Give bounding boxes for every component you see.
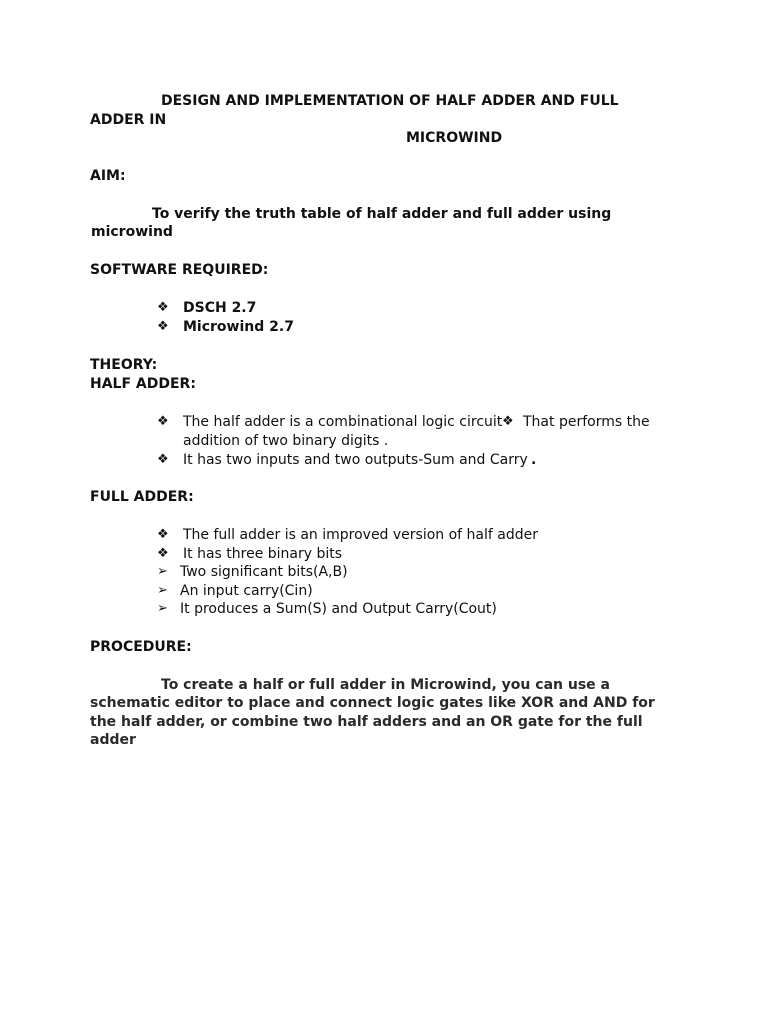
diamond-bullet-icon: ❖ [157,319,169,334]
title-line-1: DESIGN AND IMPLEMENTATION OF HALF ADDER AND FULL [161,93,619,109]
aim-heading: AIM: [90,168,126,184]
procedure-line-2: schematic editor to place and connect logic gates like XOR and AND for [90,695,655,711]
software-item-microwind: Microwind 2.7 [183,319,294,335]
arrow-bullet-icon: ➢ [157,583,168,598]
procedure-line-1: To create a half or full adder in Microwind, you can use a [161,677,610,693]
procedure-line-3: the half adder, or combine two half adders and an OR gate for the full [90,714,643,730]
half-adder-heading: HALF ADDER: [90,376,196,392]
arrow-bullet-icon: ➢ [157,564,168,579]
diamond-bullet-icon: ❖ [157,452,169,467]
full-adder-item-improved: The full adder is an improved version of half adder [183,527,539,543]
arrow-bullet-icon: ➢ [157,601,168,616]
full-adder-heading: FULL ADDER: [90,489,194,505]
theory-heading: THEORY: [90,357,158,373]
diamond-bullet-icon: ❖ [502,414,514,429]
diamond-bullet-icon: ❖ [157,300,169,315]
full-adder-sub-item-produces: It produces a Sum(S) and Output Carry(Cout) [180,601,497,617]
title-line-3: MICROWIND [406,130,503,146]
half-adder-item-2-text: It has two inputs and two outputs-Sum and Carry [183,452,528,468]
full-adder-sub-item-significant-bits: Two significant bits(A,B) [180,564,348,580]
procedure-line-4: adder [90,732,136,748]
procedure-heading: PROCEDURE: [90,639,192,655]
software-heading: SOFTWARE REQUIRED: [90,262,269,278]
diamond-bullet-icon: ❖ [157,546,169,561]
half-adder-item-1-text-b: That performs the [523,414,650,430]
half-adder-item-1-line-2: addition of two binary digits . [183,433,389,449]
full-adder-item-three-bits: It has three binary bits [183,546,343,562]
aim-text-line-1: To verify the truth table of half adder and full adder using [152,206,612,222]
full-adder-sub-item-input-carry: An input carry(Cin) [180,583,313,599]
title-line-2: ADDER IN [90,112,167,128]
software-item-dsch: DSCH 2.7 [183,300,257,316]
half-adder-item-2-period: . [531,452,537,468]
diamond-bullet-icon: ❖ [157,414,169,429]
diamond-bullet-icon: ❖ [157,527,169,542]
half-adder-item-1-text-a: The half adder is a combinational logic circuit [183,414,503,430]
aim-text-line-2: microwind [91,224,173,240]
